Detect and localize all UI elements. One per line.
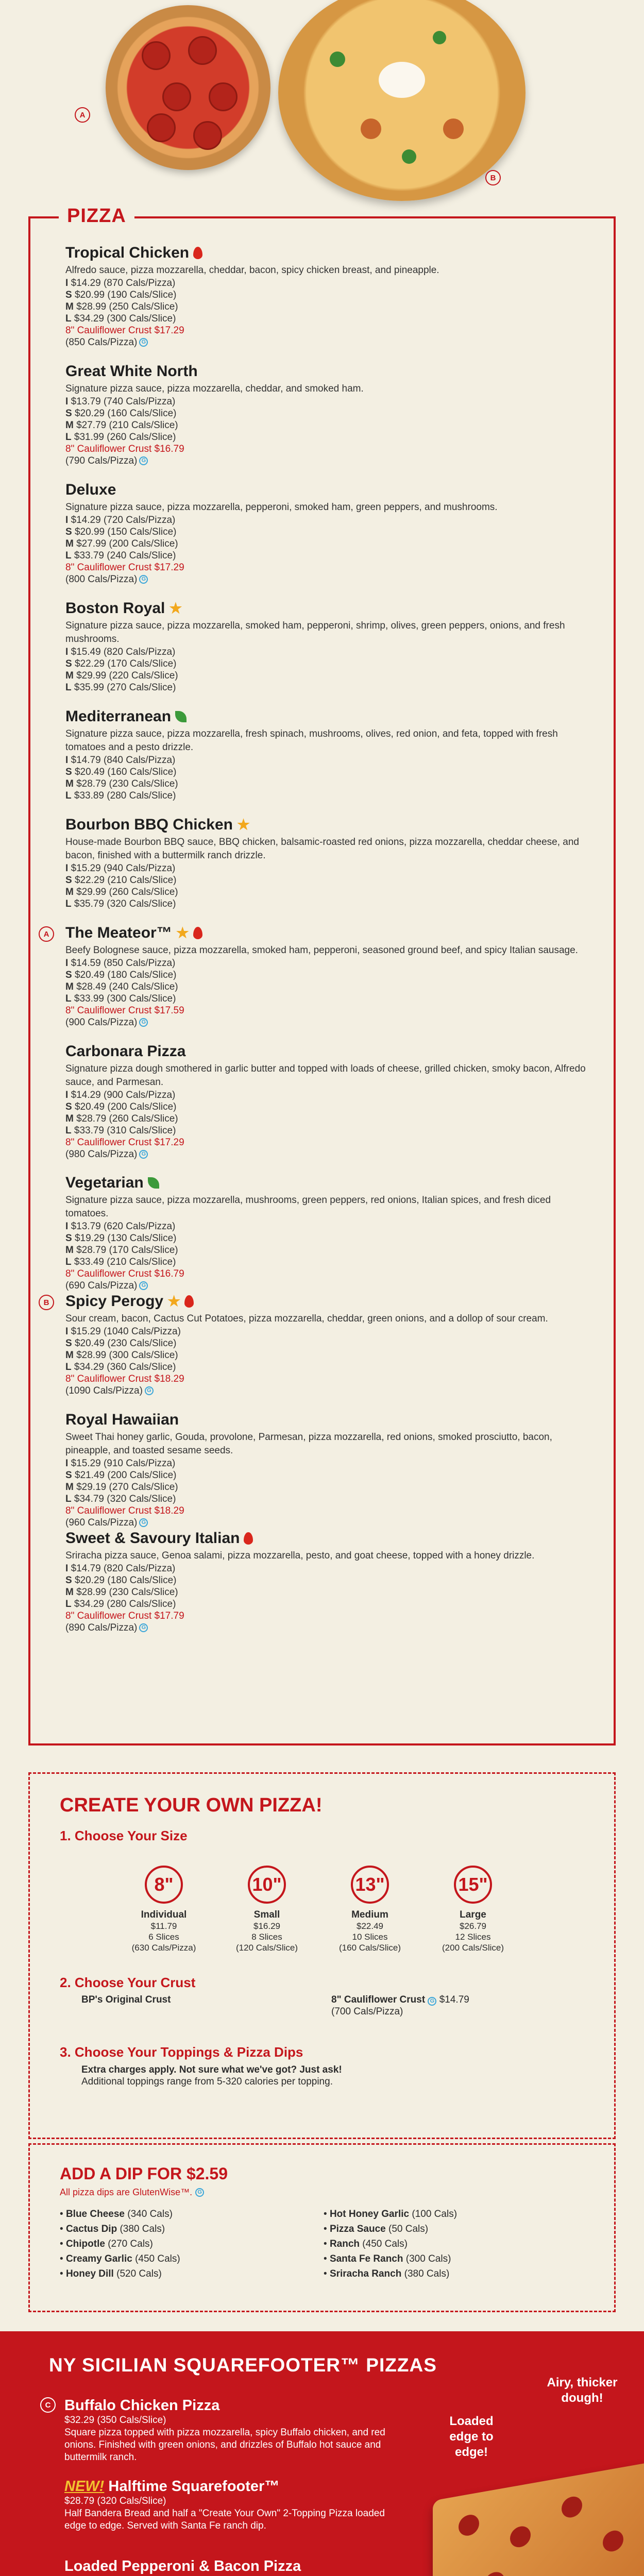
dip-list-left: [60, 2207, 180, 2281]
size-slices: 8 Slices: [251, 1932, 282, 1942]
cauliflower-crust-price: 8" Cauliflower Crust $18.29: [65, 1505, 184, 1516]
item-description: Signature pizza sauce, pizza mozzarella, fresh spinach, mushrooms, olives, red onion, and feta, topped with fresh tomatoes and a pesto drizzle.: [65, 728, 558, 753]
item-description: Signature pizza sauce, pizza mozzarella, cheddar, and smoked ham.: [65, 383, 364, 394]
item-description: Beefy Bolognese sauce, pizza mozzarella, smoked ham, pepperoni, seasoned ground beef, and spicy Italian sausage.: [65, 945, 578, 956]
item-price-row: S $20.49 (180 Cals/Slice): [65, 970, 177, 980]
cauliflower-crust-cals: (1090 Cals/Pizza) G: [65, 1385, 586, 1397]
pepperoni-pizza-image: [106, 5, 270, 170]
item-price-row: S $22.29 (170 Cals/Slice): [65, 658, 177, 669]
menu-item: [65, 1174, 586, 1292]
size-circle: 13": [351, 1866, 389, 1904]
cauliflower-crust-cals: (800 Cals/Pizza) G: [65, 573, 586, 585]
item-name: Loaded Pepperoni & Bacon Pizza: [64, 2558, 301, 2574]
item-price-row: L $33.79 (310 Cals/Slice): [65, 1125, 176, 1136]
step-choose-toppings: 3. Choose Your Toppings & Pizza Dips: [60, 2044, 303, 2060]
size-price: $26.79: [460, 1921, 486, 1931]
item-name-row: [65, 363, 586, 380]
gluten-wise-icon: G: [139, 1150, 148, 1159]
item-name: The Meateor™: [65, 924, 172, 941]
item-name-row: [64, 2478, 394, 2495]
cauliflower-crust-price: 8" Cauliflower Crust $16.79: [65, 1268, 184, 1279]
item-description: Sweet Thai honey garlic, Gouda, provolone, Parmesan, pizza mozzarella, red onions, smoked prosciutto, bacon, pineapple, and toasted sesame seeds.: [65, 1432, 552, 1456]
item-price-row: I $15.29 (910 Cals/Pizza): [65, 1458, 176, 1469]
dip-list-right: [324, 2207, 457, 2281]
section-title: PIZZA: [59, 205, 134, 227]
size-cals: (120 Cals/Slice): [236, 1943, 298, 1953]
cauliflower-crust-price: 8" Cauliflower Crust $17.29: [65, 325, 184, 336]
item-price-row: L $34.29 (280 Cals/Slice): [65, 1599, 176, 1609]
pizza-section: [28, 205, 616, 1745]
item-price-row: M $27.99 (200 Cals/Slice): [65, 538, 178, 549]
item-name-row: [65, 708, 586, 725]
item-name: Bourbon BBQ Chicken: [65, 816, 233, 833]
item-name: Great White North: [65, 363, 198, 380]
item-price: $28.79 (320 Cals/Slice): [64, 2496, 166, 2506]
item-price-row: L $33.89 (280 Cals/Slice): [65, 790, 176, 801]
favourite-star-icon: ★: [169, 600, 182, 616]
item-price-row: M $29.99 (260 Cals/Slice): [65, 887, 178, 897]
cauliflower-crust-cals: (790 Cals/Pizza) G: [65, 455, 586, 467]
dips-subtitle: All pizza dips are GlutenWise™. G: [60, 2187, 204, 2198]
item-price-row: L $35.99 (270 Cals/Slice): [65, 682, 176, 693]
item-description: Signature pizza dough smothered in garlic butter and topped with loads of cheese, grilled chicken, smoky bacon, Alfredo sauce, and Parmesan.: [65, 1063, 586, 1088]
item-description: Signature pizza sauce, pizza mozzarella, mushrooms, green peppers, red onions, Italian spices, and fresh diced tomatoes.: [65, 1195, 551, 1219]
item-price-row: L $34.29 (360 Cals/Slice): [65, 1362, 176, 1372]
item-price-row: L $31.99 (260 Cals/Slice): [65, 432, 176, 443]
item-price-row: M $29.19 (270 Cals/Slice): [65, 1482, 178, 1493]
item-name-row: [65, 1174, 586, 1192]
marker-a: A: [39, 926, 54, 942]
spicy-flame-icon: [193, 247, 202, 259]
gluten-wise-icon: G: [139, 1518, 148, 1527]
sicilian-item: [64, 2397, 394, 2464]
item-price-row: S $22.29 (210 Cals/Slice): [65, 875, 177, 886]
gluten-wise-icon: G: [139, 575, 148, 584]
favourite-star-icon: ★: [176, 925, 189, 941]
dip-item: • Blue Cheese (340 Cals): [60, 2209, 173, 2219]
sicilian-item: [64, 2558, 394, 2576]
item-price-row: L $33.49 (210 Cals/Slice): [65, 1257, 176, 1267]
cauliflower-crust-price: 8" Cauliflower Crust $18.29: [65, 1374, 184, 1384]
menu-item: [65, 816, 586, 910]
hero-images: [0, 0, 644, 196]
item-name-row: [64, 2558, 394, 2575]
item-price-row: M $28.99 (230 Cals/Slice): [65, 1587, 178, 1598]
gluten-wise-icon: G: [145, 1386, 154, 1395]
item-price-row: L $33.79 (240 Cals/Slice): [65, 550, 176, 561]
menu-item: [65, 1530, 586, 1634]
create-your-own-section: [28, 1772, 616, 2139]
item-name: Royal Hawaiian: [65, 1411, 179, 1428]
size-circle: 8": [145, 1866, 183, 1904]
size-option: [326, 1866, 414, 1953]
square-pizza-image: [433, 2461, 644, 2576]
cauliflower-crust-price: 8" Cauliflower Crust $16.79: [65, 444, 184, 454]
item-price-row: M $27.79 (210 Cals/Slice): [65, 420, 178, 431]
item-price-row: I $13.79 (740 Cals/Pizza): [65, 396, 176, 407]
marker-a: A: [75, 107, 90, 123]
size-name: Individual: [141, 1909, 187, 1920]
item-price-row: M $28.49 (240 Cals/Slice): [65, 981, 178, 992]
item-description: Signature pizza sauce, pizza mozzarella, smoked ham, pepperoni, shrimp, olives, green peppers, onions, and fresh mushrooms.: [65, 620, 565, 645]
gluten-wise-icon: G: [139, 1018, 148, 1027]
item-price-row: S $20.49 (200 Cals/Slice): [65, 1101, 177, 1112]
size-price: $11.79: [150, 1921, 177, 1931]
item-description: Alfredo sauce, pizza mozzarella, cheddar, bacon, spicy chicken breast, and pineapple.: [65, 265, 439, 276]
item-description: Sriracha pizza sauce, Genoa salami, pizza mozzarella, pesto, and goat cheese, topped with a honey drizzle.: [65, 1550, 535, 1561]
item-price-row: M $28.79 (260 Cals/Slice): [65, 1113, 178, 1124]
item-name: Buffalo Chicken Pizza: [64, 2397, 220, 2414]
cauliflower-crust-price: 8" Cauliflower Crust $17.79: [65, 1611, 184, 1621]
dip-item: • Creamy Garlic (450 Cals): [60, 2253, 180, 2264]
dip-item: • Cactus Dip (380 Cals): [60, 2224, 165, 2234]
size-slices: 6 Slices: [148, 1932, 179, 1942]
favourite-star-icon: ★: [167, 1293, 181, 1309]
item-price: $32.29 (350 Cals/Slice): [64, 2415, 166, 2426]
callout-loaded-edge: Loaded edge to edge!: [449, 2414, 494, 2459]
size-slices: 10 Slices: [352, 1932, 388, 1942]
item-price-row: I $13.79 (620 Cals/Pizza): [65, 1221, 176, 1232]
item-price-row: M $28.99 (250 Cals/Slice): [65, 301, 178, 312]
sour-cream-dollop: [379, 62, 425, 98]
item-price-row: S $20.49 (230 Cals/Slice): [65, 1338, 177, 1349]
item-price-row: I $14.79 (840 Cals/Pizza): [65, 755, 176, 766]
item-name: Spicy Perogy: [65, 1293, 164, 1310]
item-description: Half Bandera Bread and half a "Create Your Own" 2-Topping Pizza loaded edge to edge. Served with Santa Fe ranch dip.: [64, 2508, 385, 2531]
crust-cauliflower: 8" Cauliflower Crust G $14.79 (700 Cals/Pizza): [331, 1994, 469, 2017]
item-name: Vegetarian: [65, 1174, 144, 1191]
item-name-row: [65, 1411, 586, 1429]
menu-item: [65, 481, 586, 585]
section-title: NY SICILIAN SQUAREFOOTER™ PIZZAS: [49, 2354, 437, 2376]
dip-item: • Santa Fe Ranch (300 Cals): [324, 2253, 451, 2264]
toppings-note: Extra charges apply. Not sure what we've got? Just ask! Additional toppings range from 5-320 calories per topping.: [81, 2064, 342, 2087]
item-name: Sweet & Savoury Italian: [65, 1530, 240, 1547]
size-cals: (630 Cals/Pizza): [131, 1943, 196, 1953]
sicilian-item: [64, 2478, 394, 2532]
item-price-row: I $15.49 (820 Cals/Pizza): [65, 647, 176, 657]
gluten-wise-icon: G: [428, 1997, 436, 2006]
item-price-row: S $20.29 (160 Cals/Slice): [65, 408, 177, 419]
gluten-wise-icon: G: [139, 1281, 148, 1290]
cauliflower-crust-cals: (900 Cals/Pizza) G: [65, 1016, 586, 1028]
callout-airy-dough: Airy, thicker dough!: [547, 2376, 618, 2405]
item-price-row: M $28.79 (230 Cals/Slice): [65, 778, 178, 789]
spicy-flame-icon: [244, 1532, 253, 1545]
size-name: Medium: [351, 1909, 388, 1920]
item-name-row: [65, 816, 586, 834]
item-name-row: [65, 1530, 586, 1547]
dip-item: • Pizza Sauce (50 Cals): [324, 2224, 429, 2234]
menu-item: [65, 1043, 586, 1160]
size-name: Small: [253, 1909, 280, 1920]
size-circle: 10": [248, 1866, 286, 1904]
item-price-row: S $20.99 (150 Cals/Slice): [65, 527, 177, 537]
item-price-row: I $14.29 (720 Cals/Pizza): [65, 515, 176, 526]
item-name-row: [65, 244, 586, 262]
item-price-row: M $29.99 (220 Cals/Slice): [65, 670, 178, 681]
item-name: Boston Royal: [65, 600, 165, 617]
size-option: [429, 1866, 517, 1953]
marker-b: B: [39, 1295, 54, 1310]
spicy-flame-icon: [184, 1295, 194, 1308]
item-price-row: S $20.99 (190 Cals/Slice): [65, 290, 177, 300]
item-name-row: [64, 2397, 394, 2414]
gluten-wise-icon: G: [139, 338, 148, 347]
dips-section: [28, 2143, 616, 2312]
item-description: Sour cream, bacon, Cactus Cut Potatoes, pizza mozzarella, cheddar, green onions, and a dollop of sour cream.: [65, 1313, 548, 1324]
size-price: $16.29: [253, 1921, 280, 1931]
cauliflower-crust-price: 8" Cauliflower Crust $17.29: [65, 1137, 184, 1148]
size-circle: 15": [454, 1866, 492, 1904]
item-price-row: I $14.59 (850 Cals/Pizza): [65, 958, 176, 969]
menu-item: [65, 244, 586, 348]
item-price-row: S $20.29 (180 Cals/Slice): [65, 1575, 177, 1586]
size-price: $22.49: [357, 1921, 383, 1931]
marker-c: C: [40, 2397, 56, 2413]
size-slices: 12 Slices: [455, 1932, 491, 1942]
item-price-row: S $21.49 (200 Cals/Slice): [65, 1470, 177, 1481]
item-price-row: L $34.79 (320 Cals/Slice): [65, 1494, 176, 1504]
dip-item: • Honey Dill (520 Cals): [60, 2268, 162, 2279]
marker-b: B: [485, 170, 501, 185]
section-title: ADD A DIP FOR $2.59: [60, 2164, 228, 2183]
section-title: CREATE YOUR OWN PIZZA!: [60, 1794, 323, 1816]
menu-item: [65, 363, 586, 467]
item-description: House-made Bourbon BBQ sauce, BBQ chicken, balsamic-roasted red onions, pizza mozzarella, cheddar cheese, and bacon, finished with a buttermilk ranch drizzle.: [65, 837, 579, 861]
item-name: Mediterranean: [65, 708, 172, 725]
cauliflower-crust-cals: (960 Cals/Pizza) G: [65, 1517, 586, 1529]
item-name: Halftime Squarefooter™: [108, 2478, 280, 2495]
menu-item: [43, 1293, 586, 1397]
item-name: Carbonara Pizza: [65, 1043, 186, 1060]
gluten-wise-icon: G: [195, 2188, 204, 2197]
item-name: Deluxe: [65, 481, 116, 498]
size-cals: (200 Cals/Slice): [442, 1943, 504, 1953]
item-price-row: L $34.29 (300 Cals/Slice): [65, 313, 176, 324]
item-name: Tropical Chicken: [65, 244, 190, 261]
item-price-row: L $33.99 (300 Cals/Slice): [65, 993, 176, 1004]
cauliflower-crust-cals: (690 Cals/Pizza) G: [65, 1280, 586, 1292]
item-price-row: I $14.29 (900 Cals/Pizza): [65, 1090, 176, 1100]
item-price-row: S $20.49 (160 Cals/Slice): [65, 767, 177, 777]
vegetarian-leaf-icon: [148, 1177, 159, 1189]
item-price-row: L $35.79 (320 Cals/Slice): [65, 899, 176, 909]
dip-item: • Hot Honey Garlic (100 Cals): [324, 2209, 457, 2219]
cauliflower-crust-price: 8" Cauliflower Crust $17.29: [65, 562, 184, 573]
menu-item: [65, 708, 586, 802]
step-choose-size: 1. Choose Your Size: [60, 1828, 188, 1843]
item-name-row: [65, 600, 586, 617]
crust-original: BP's Original Crust: [81, 1994, 171, 2005]
cauliflower-crust-price: 8" Cauliflower Crust $17.59: [65, 1005, 184, 1016]
sicilian-section: [0, 2331, 644, 2576]
vegetarian-leaf-icon: [175, 711, 187, 722]
item-name-row: [65, 1293, 586, 1310]
cauliflower-crust-cals: (850 Cals/Pizza) G: [65, 336, 586, 348]
item-description: Square pizza topped with pizza mozzarella, spicy Buffalo chicken, and red onions. Finished with green onions, and drizzles of Buffalo hot sauce and buttermilk ranch.: [64, 2427, 385, 2463]
gluten-wise-icon: G: [139, 456, 148, 465]
gluten-wise-icon: G: [139, 1623, 148, 1632]
dip-item: • Ranch (450 Cals): [324, 2239, 408, 2249]
item-price-row: I $14.79 (820 Cals/Pizza): [65, 1563, 176, 1574]
item-name-row: [65, 481, 586, 499]
new-badge: NEW!: [64, 2478, 105, 2495]
dip-item: • Sriracha Ranch (380 Cals): [324, 2268, 450, 2279]
item-price-row: M $28.99 (300 Cals/Slice): [65, 1350, 178, 1361]
item-price-row: I $15.29 (1040 Cals/Pizza): [65, 1326, 181, 1337]
favourite-star-icon: ★: [237, 817, 250, 833]
step-choose-crust: 2. Choose Your Crust: [60, 1975, 196, 1990]
dip-item: • Chipotle (270 Cals): [60, 2239, 153, 2249]
item-price-row: S $19.29 (130 Cals/Slice): [65, 1233, 177, 1244]
size-name: Large: [460, 1909, 486, 1920]
item-name-row: [65, 924, 586, 942]
size-cals: (160 Cals/Slice): [339, 1943, 401, 1953]
cauliflower-crust-cals: (890 Cals/Pizza) G: [65, 1622, 586, 1634]
item-name-row: [65, 1043, 586, 1060]
menu-item: [65, 600, 586, 693]
item-price-row: I $14.29 (870 Cals/Pizza): [65, 278, 176, 289]
size-option: [223, 1866, 311, 1953]
cauliflower-crust-cals: (980 Cals/Pizza) G: [65, 1148, 586, 1160]
menu-item: [65, 1411, 586, 1529]
size-option: [120, 1866, 208, 1953]
item-description: Signature pizza sauce, pizza mozzarella, pepperoni, smoked ham, green peppers, and mushrooms.: [65, 502, 498, 513]
item-price-row: I $15.29 (940 Cals/Pizza): [65, 863, 176, 874]
menu-item: [43, 924, 586, 1028]
item-price-row: M $28.79 (170 Cals/Slice): [65, 1245, 178, 1256]
spicy-flame-icon: [193, 927, 202, 939]
